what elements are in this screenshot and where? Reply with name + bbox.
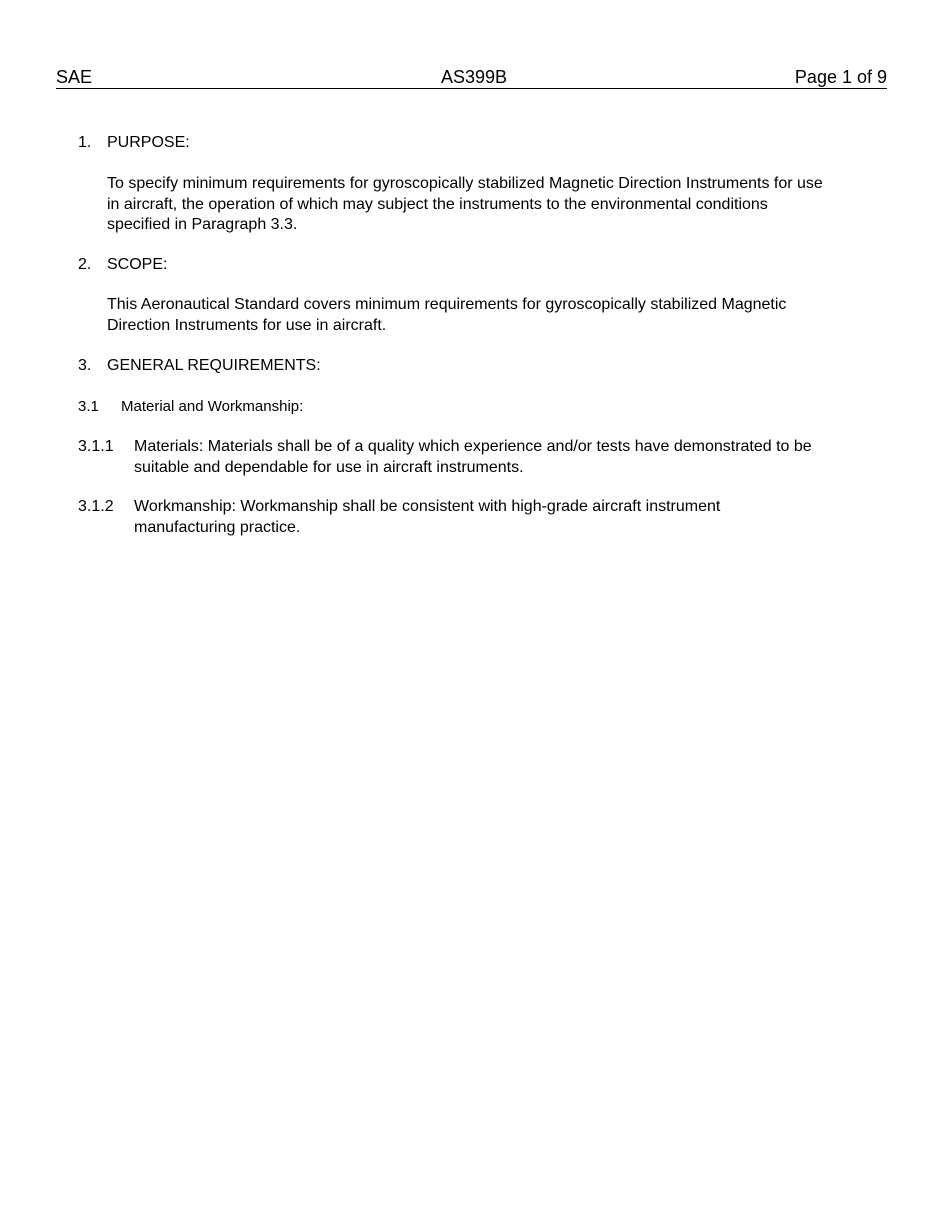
paragraph-line: in aircraft, the operation of which may subject the instruments to the environmental conditions	[107, 195, 768, 213]
section-1-body	[107, 174, 823, 236]
header-page-number: Page 1 of 9	[794, 67, 887, 87]
section-title: Material and Workmanship:	[121, 398, 304, 415]
section-1-heading	[78, 133, 190, 154]
paragraph-line: Direction Instruments for use in aircraft.	[107, 316, 387, 334]
paragraph-line: This Aeronautical Standard covers minimum requirements for gyroscopically stabilized Magnetic	[107, 296, 787, 313]
paragraph-line: specified in Paragraph 3.3.	[107, 216, 298, 233]
header-org: SAE	[56, 67, 93, 87]
paragraph-line: Workmanship: Workmanship shall be consistent with high-grade aircraft instrument	[134, 498, 721, 515]
section-title: PURPOSE:	[107, 134, 190, 151]
section-3-heading	[78, 356, 321, 377]
section-number: 3.1	[78, 398, 99, 415]
section-3-1-2	[78, 497, 720, 538]
paragraph-line: Materials: Materials shall be of a quality which experience and/or tests have demonstrated to be	[134, 438, 812, 455]
section-title: GENERAL REQUIREMENTS:	[107, 357, 321, 374]
header-doc-number: AS399B	[441, 67, 508, 87]
paragraph-line: manufacturing practice.	[134, 518, 301, 536]
section-number: 3.	[78, 357, 92, 374]
paragraph-line: suitable and dependable for use in aircraft instruments.	[134, 458, 524, 476]
section-title: SCOPE:	[107, 256, 168, 273]
section-3-1-1	[78, 437, 812, 478]
section-number: 3.1.2	[78, 498, 114, 515]
section-2-heading	[78, 255, 168, 276]
paragraph-line: To specify minimum requirements for gyroscopically stabilized Magnetic Direction Instruments for use	[107, 175, 823, 192]
section-number: 1.	[78, 134, 92, 151]
section-3-1-heading	[78, 397, 304, 418]
page-header	[56, 67, 887, 89]
section-number: 3.1.1	[78, 438, 114, 455]
section-number: 2.	[78, 256, 92, 273]
section-2-body	[107, 295, 786, 336]
